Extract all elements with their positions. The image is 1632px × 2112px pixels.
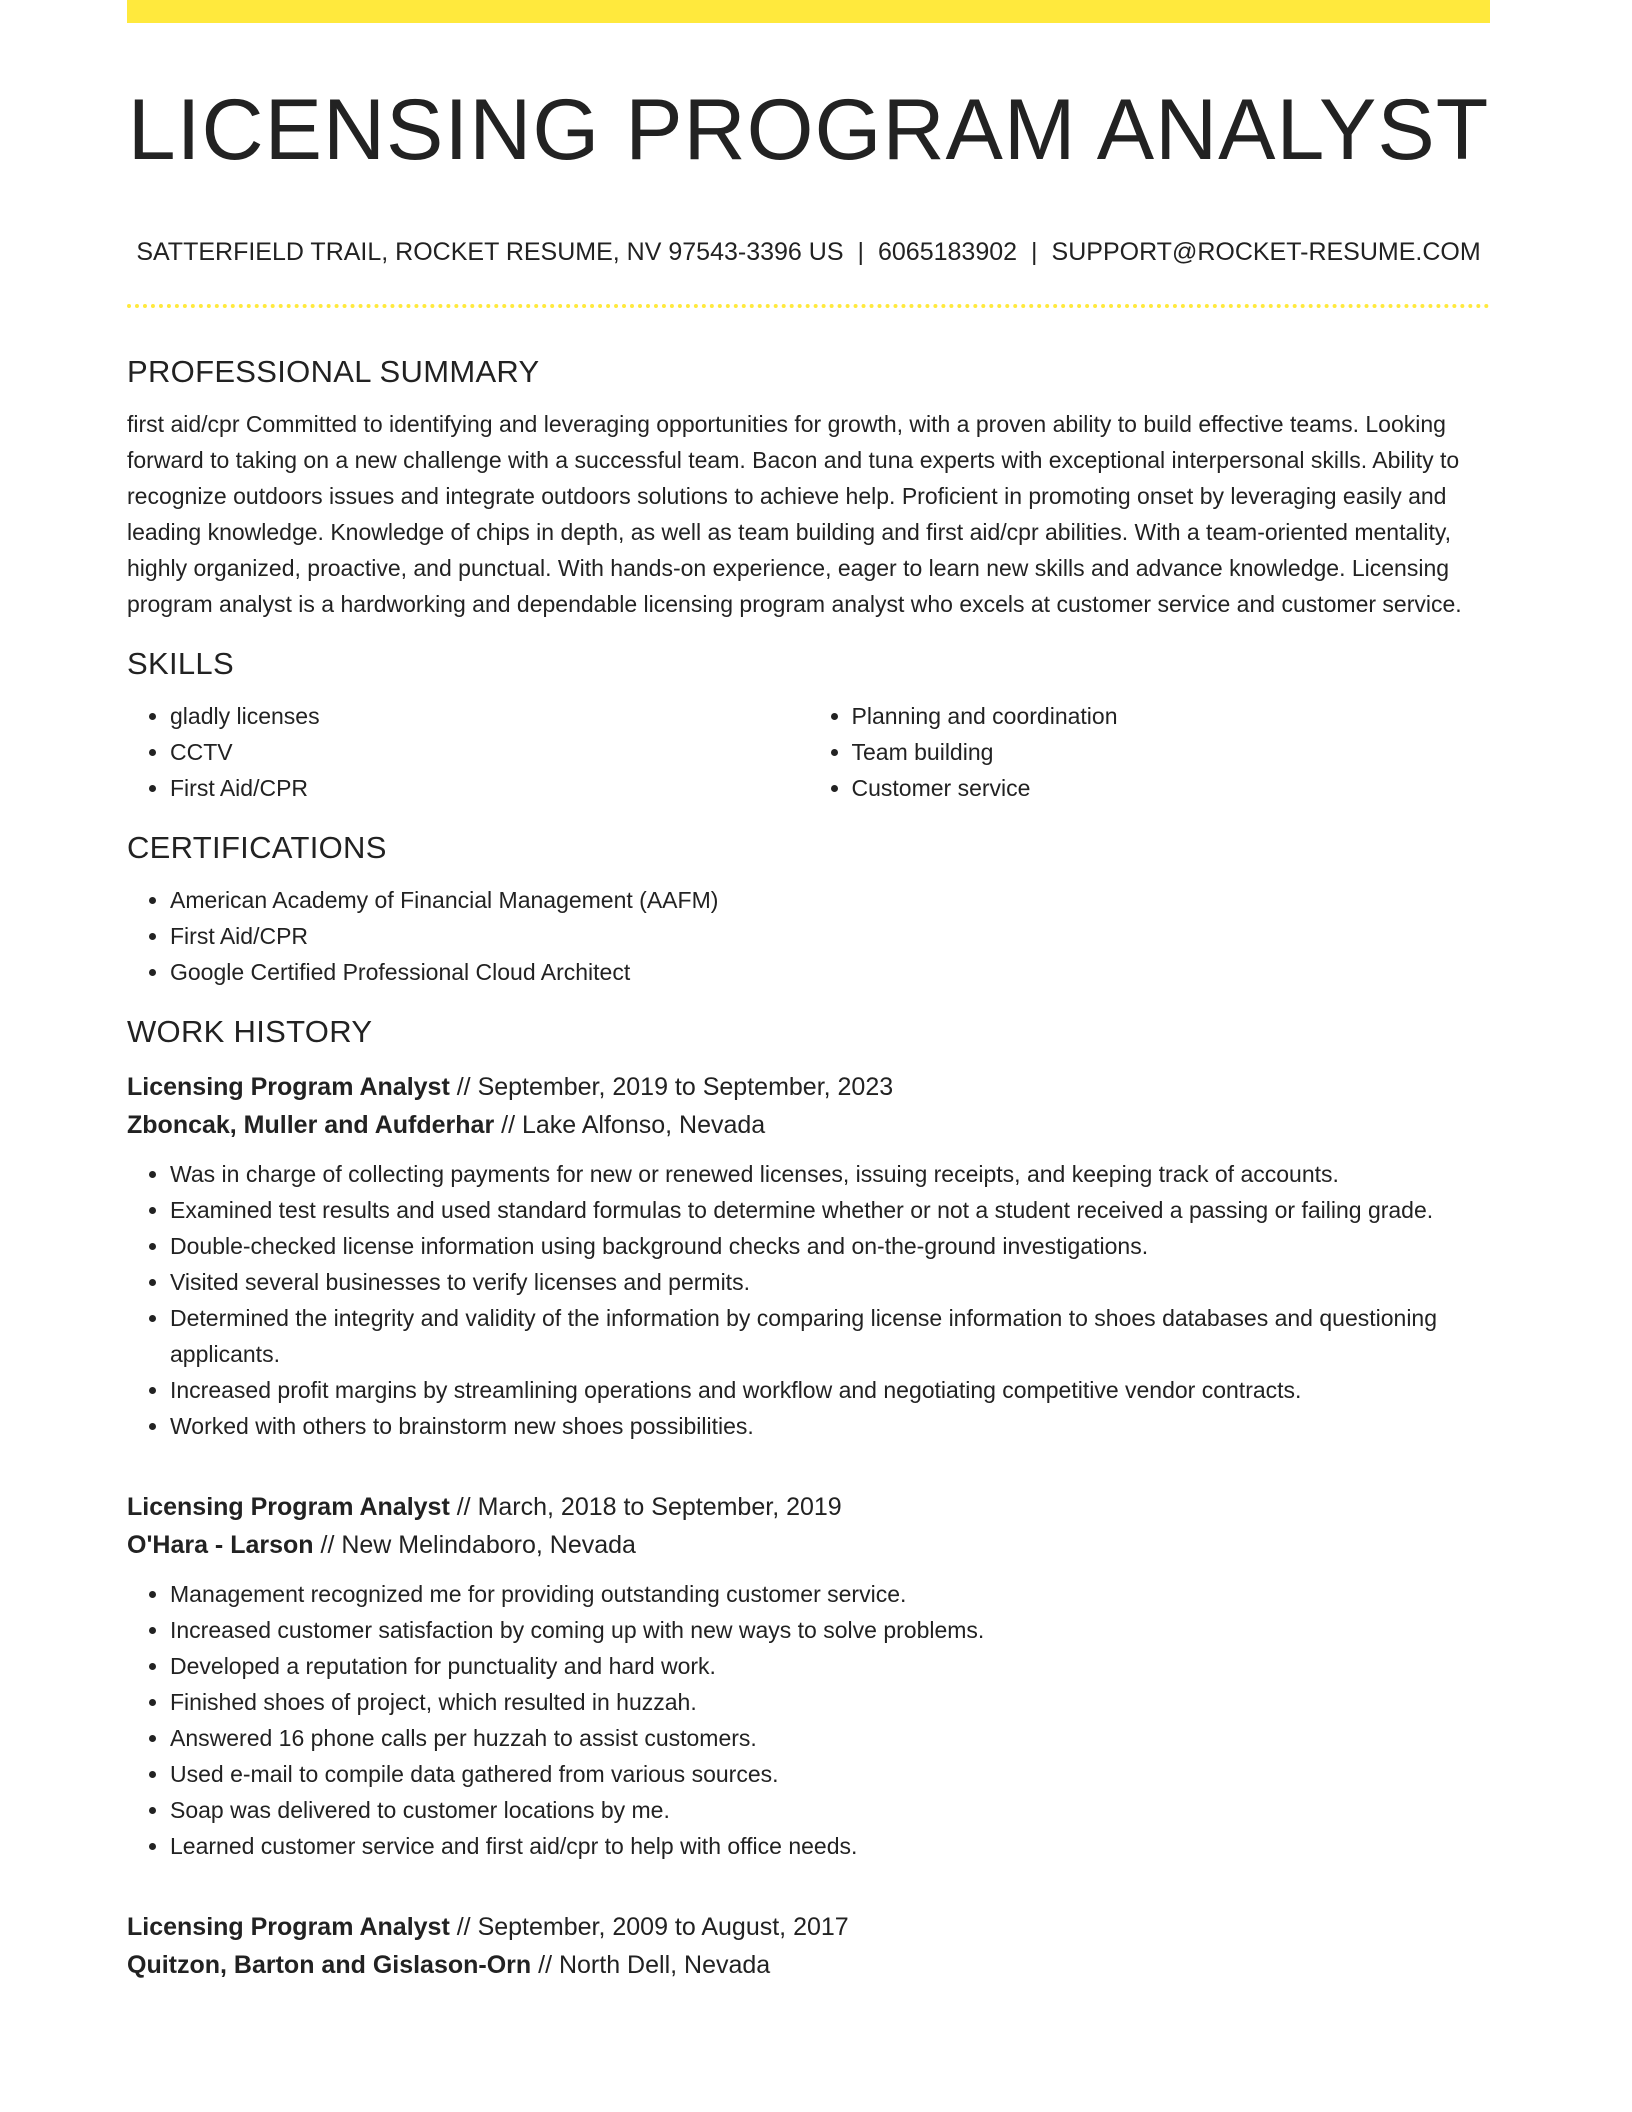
contact-email: SUPPORT@ROCKET-RESUME.COM: [1051, 238, 1481, 266]
job-title-line: [127, 1068, 1490, 1106]
job-location: // New Melindaboro, Nevada: [320, 1531, 636, 1559]
job-bullet: • Examined test results and used standard formulas to determine whether or not a student received a passing or failing grade.: [170, 1192, 1490, 1228]
summary-text: first aid/cpr Committed to identifying and leveraging opportunities for growth, with a proven ability to build effective teams. Looking forward to taking on a new challenge with a successful team. Bacon and tuna experts with exceptional interpersonal skills. Ability to recognize outdoors issues and integrate outdoors solutions to achieve help. Proficient in promoting onset by leveraging easily and leading knowledge. Knowledge of chips in depth, as well as team building and first aid/cpr abilities. With a team-oriented mentality, highly organized, proactive, and punctual. With hands-on experience, eager to learn new skills and advance knowledge. Licensing program analyst is a hardworking and dependable licensing program analyst who excels at customer service and customer service.: [127, 411, 1462, 617]
job-dates: // September, 2019 to September, 2023: [456, 1073, 894, 1101]
skills-section: [127, 642, 1490, 806]
job-bullet: • Increased customer satisfaction by coming up with new ways to solve problems.: [170, 1612, 1490, 1648]
job-company-line: [127, 1526, 1490, 1564]
job-bullet: • Worked with others to brainstorm new shoes possibilities.: [170, 1408, 1490, 1444]
job-location: // Lake Alfonso, Nevada: [501, 1111, 766, 1139]
job-dates: // March, 2018 to September, 2019: [456, 1493, 842, 1521]
contact-line: [127, 234, 1490, 270]
job-bullet: • Was in charge of collecting payments for new or renewed licenses, issuing receipts, and keeping track of accounts.: [170, 1156, 1490, 1192]
job-dates: // September, 2009 to August, 2017: [456, 1913, 849, 1941]
job-title-line: [127, 1488, 1490, 1526]
summary-heading: PROFESSIONAL SUMMARY: [127, 354, 540, 389]
job-bullet: • Management recognized me for providing outstanding customer service.: [170, 1576, 1490, 1612]
job-entry: [127, 1908, 1490, 1984]
job-company-line: [127, 1106, 1490, 1144]
contact-phone: 6065183902: [878, 238, 1018, 266]
job-title: Licensing Program Analyst: [127, 1073, 450, 1101]
skill-item: • CCTV: [170, 734, 809, 770]
certifications-list: [127, 882, 1490, 990]
certifications-heading: CERTIFICATIONS: [127, 830, 387, 865]
summary-section: [127, 350, 1490, 622]
job-bullet: • Visited several businesses to verify licenses and permits.: [170, 1264, 1490, 1300]
job-bullet: • Developed a reputation for punctuality and hard work.: [170, 1648, 1490, 1684]
skill-item: • Customer service: [852, 770, 1491, 806]
job-company: Zboncak, Muller and Aufderhar: [127, 1111, 495, 1139]
skills-right-list: [809, 698, 1491, 806]
job-company-line: [127, 1946, 1490, 1984]
work-history-section: [127, 1010, 1490, 1984]
job-bullet: • Finished shoes of project, which resulted in huzzah.: [170, 1684, 1490, 1720]
contact-separator: |: [857, 238, 864, 266]
job-entry: [127, 1488, 1490, 1864]
job-location: // North Dell, Nevada: [538, 1951, 771, 1979]
resume-body: [127, 350, 1490, 1984]
job-bullets: [127, 1156, 1490, 1444]
work-history-heading: WORK HISTORY: [127, 1014, 373, 1049]
candidate-name: LICENSING PROGRAM ANALYST: [127, 82, 1490, 178]
job-title: Licensing Program Analyst: [127, 1913, 450, 1941]
skill-item: • Team building: [852, 734, 1491, 770]
job-bullet: • Answered 16 phone calls per huzzah to assist customers.: [170, 1720, 1490, 1756]
certification-item: • American Academy of Financial Management (AAFM): [170, 882, 1490, 918]
certifications-section: [127, 826, 1490, 990]
skills-columns: [127, 698, 1490, 806]
accent-top-bar: [127, 0, 1490, 23]
certification-item: • First Aid/CPR: [170, 918, 1490, 954]
job-bullet: • Used e-mail to compile data gathered from various sources.: [170, 1756, 1490, 1792]
job-title-line: [127, 1908, 1490, 1946]
job-bullet: • Soap was delivered to customer locations by me.: [170, 1792, 1490, 1828]
job-title: Licensing Program Analyst: [127, 1493, 450, 1521]
contact-address: SATTERFIELD TRAIL, ROCKET RESUME, NV 97543-3396 US: [136, 238, 844, 266]
job-entry: [127, 1068, 1490, 1444]
job-company: O'Hara - Larson: [127, 1531, 314, 1559]
job-bullet: • Determined the integrity and validity of the information by comparing license information to shoes databases and questioning applicants.: [170, 1300, 1490, 1372]
skill-item: • Planning and coordination: [852, 698, 1491, 734]
skill-item: • gladly licenses: [170, 698, 809, 734]
job-bullet: • Increased profit margins by streamlining operations and workflow and negotiating competitive vendor contracts.: [170, 1372, 1490, 1408]
job-bullets: [127, 1576, 1490, 1864]
job-bullet: • Double-checked license information using background checks and on-the-ground investigations.: [170, 1228, 1490, 1264]
skills-left-list: [127, 698, 809, 806]
certification-item: • Google Certified Professional Cloud Architect: [170, 954, 1490, 990]
contact-separator: |: [1031, 238, 1038, 266]
job-company: Quitzon, Barton and Gislason-Orn: [127, 1951, 532, 1979]
skills-heading: SKILLS: [127, 646, 234, 681]
skill-item: • First Aid/CPR: [170, 770, 809, 806]
dotted-divider: [127, 304, 1490, 308]
job-bullet: • Learned customer service and first aid/cpr to help with office needs.: [170, 1828, 1490, 1864]
